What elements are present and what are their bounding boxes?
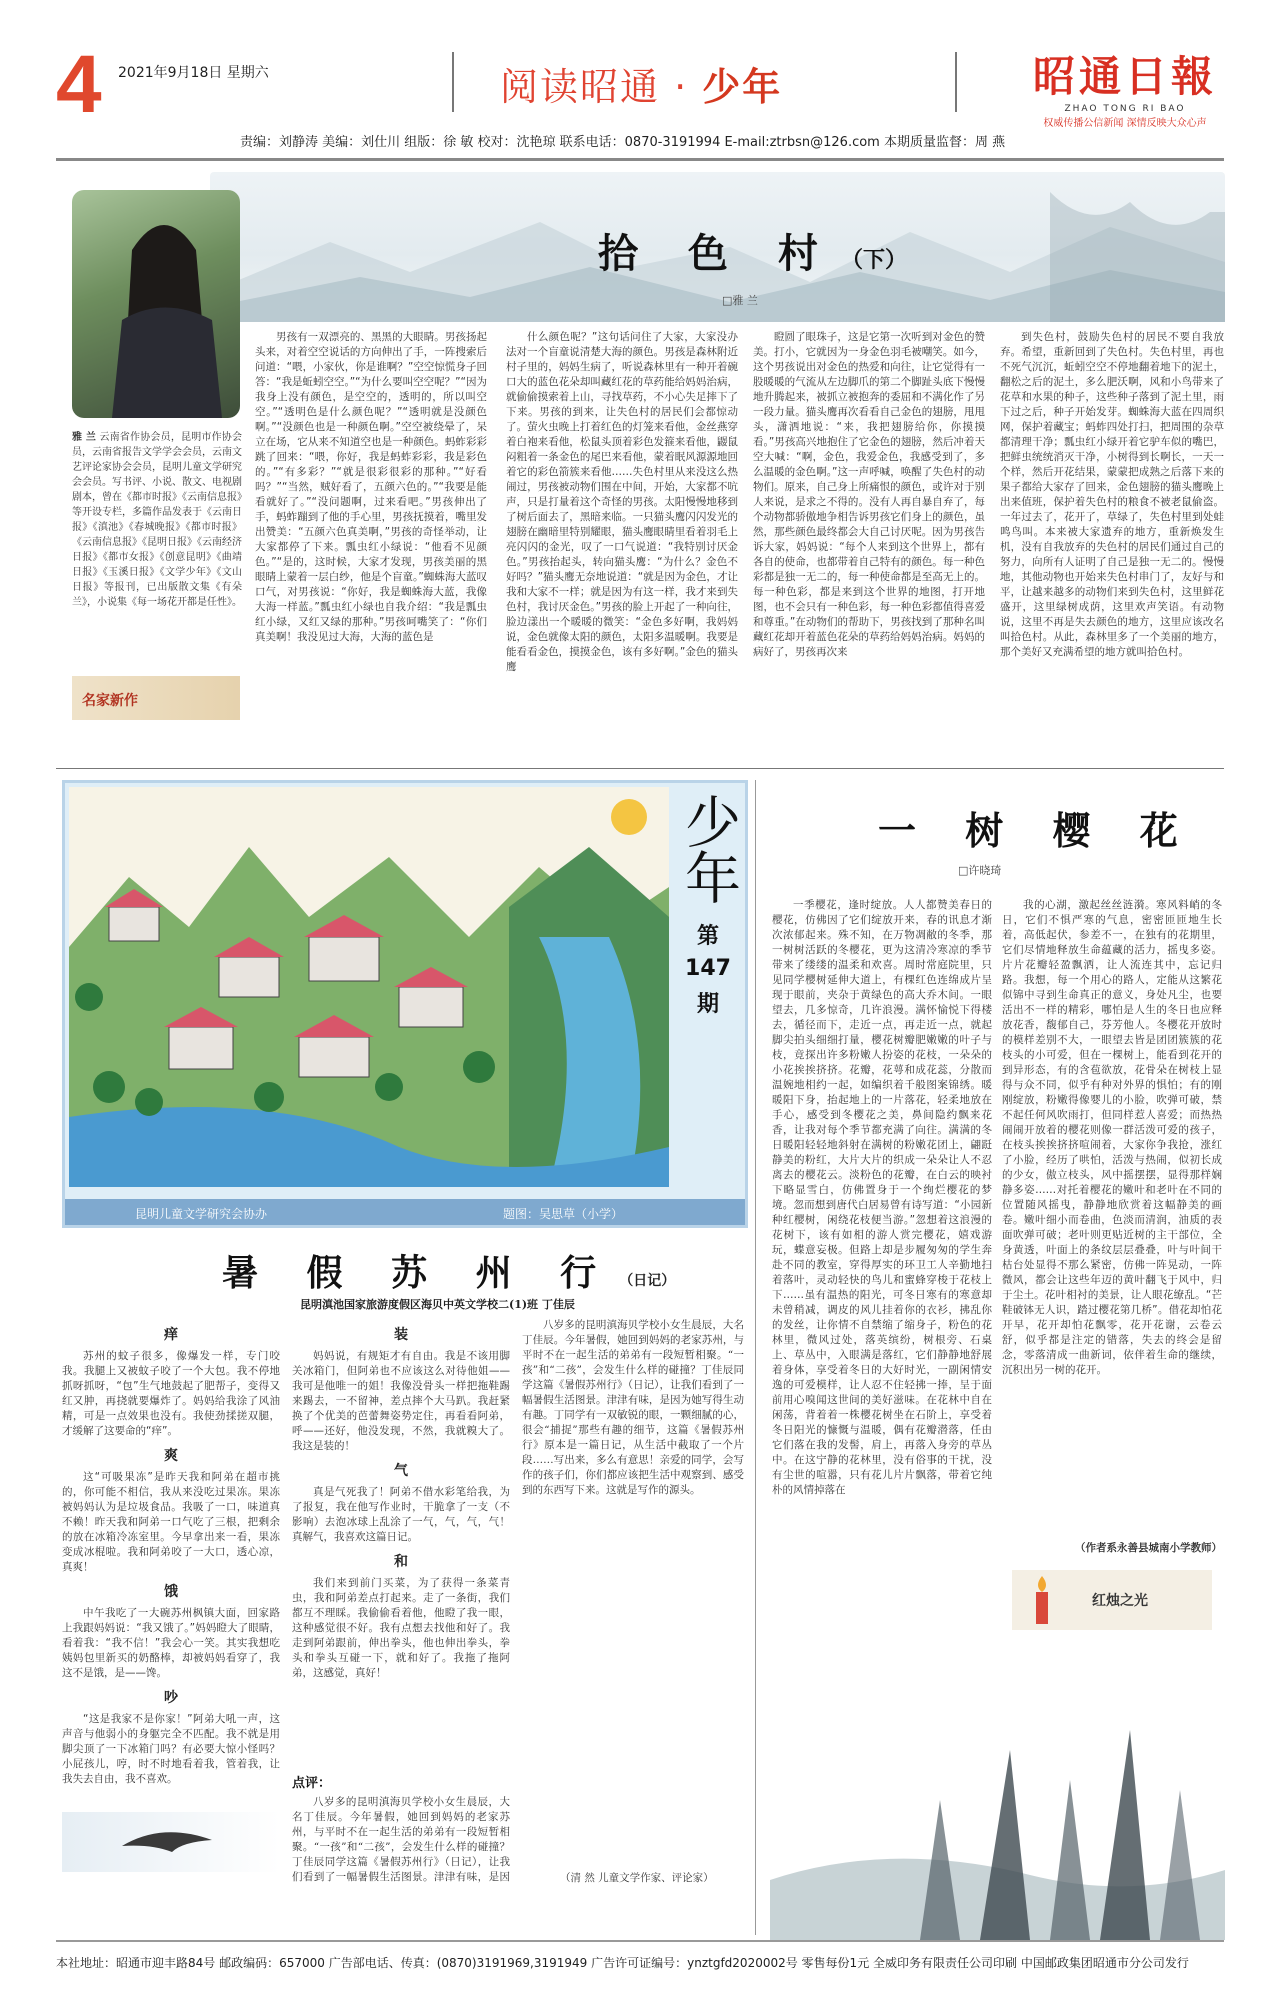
story1-column-2 <box>506 330 738 758</box>
assist-note: 昆明儿童文学研究会协办 <box>135 1207 268 1221</box>
issue-suffix: 期 <box>696 992 719 1017</box>
painting-vertical-title: 少年 <box>676 793 741 905</box>
painting-caption: 题图：吴思草（小学） <box>503 1207 624 1221</box>
author-bio-text: 云南省作协会员，昆明市作协会员，云南省报告文学学会会员，云南文艺评论家协会会员，昆明儿童文学研究会会员。写书评、小说、散文、电视剧剧本，曾在《都市时报》《云南信息报》等开设专栏，多篇作品发表于《云南日报》《滇池》《春城晚报》《都市时报》《云南信息报》《昆明日报》《云南经济日报》《都市女报》《创意昆明》《曲靖日报》《玉溪日报》《文学少年》《文山日报》等报刊，已出版散文集《有朵兰》，小说集《每一场花开都是任性》。 <box>72 432 242 608</box>
issue-date: 2021年9月18日 星期六 <box>118 65 269 81</box>
issue-label: 第 <box>696 924 719 949</box>
paper-slogan: 权威传播公信新闻 深情反映大众心声 <box>1043 118 1207 129</box>
story2-section-text: 中午我吃了一大碗苏州枫镇大面，回家路上我跟妈妈说：“我又饿了。”妈妈瞪大了眼睛，看着我：“我不信！”我会心一笑。其实我想吃姨妈包里新买的奶酪棒，却被妈妈看穿了，我这不是饿，是——馋。 <box>62 1607 280 1679</box>
story1-text-2: 什么颜色呢？”这句话问住了大家，大家没办法对一个盲童说清楚大海的颜色。男孩是森林附近村子里的，妈妈生病了，听说森林里有一种开着碗口大的蓝色花朵却叫藏红花的草药能给妈妈治病，就偷偷摸索着上山，寻找草药，不小心失足摔下了下来。男孩的到来，让失色村的居民们会都惊动了。萤火虫晚上打着红色的灯笼来看他，金丝燕穿着白袍来看他，松鼠头顶着彩色发箍来看他，鼹鼠闷粗着一条金色的尾巴来看他，蒙着眠风源源地回着它的彩色箭簇来看他……失色村里从来没这么热闹过，男孩被动物们围在中间，开始，大家都不吭声，只是打量着这个奇怪的男孩。太阳慢慢地移到了树后面去了，黑暗来临。一只猫头鹰闪闪发光的翅膀在幽暗里特别耀眼，猫头鹰眼睛里看着羽毛上亮闪闪的金光，叹了一口气说道：“我特别讨厌金色。”男孩抬起头，转向猫头鹰：“为什么？金色不好吗？”猫头鹰无奈地说道：“就是因为金色，才让我和大家不一样；就是因为有这一样，我才来到失色村，我讨厌金色。”男孩的脸上开起了一种向往，脸边漾出一个暖暖的微笑：“金色多好啊，我妈妈说，金色就像太阳的颜色，太阳多温暖啊。我要是能看看金色，摸摸金色，该有多好啊。”金色的猫头鹰 <box>506 331 738 673</box>
footer-rule <box>56 1940 1224 1942</box>
page-number: 4 <box>56 39 102 130</box>
story2-column-2 <box>292 1318 510 1768</box>
header-divider <box>452 52 454 112</box>
story2-comment-head <box>292 1772 510 1791</box>
story1-column-4 <box>1000 330 1224 758</box>
author-bio <box>72 430 242 610</box>
story1-text-3: 瞪圆了眼珠子，这是它第一次听到对金色的赞美。打小，它就因为一身金色羽毛被嘲笑。如今，这个男孩说出对金色的热爱和向往，让它觉得有一股暖暖的气流从左边脚爪的第二个脚趾头底下慢慢地升腾起来，被抓立被抱奔的委屈和不满化作了另一段力量。猫头鹰再次看看自己金色的翅膀，甩甩头，潇洒地说：“来，我把翅膀给你，你摸摸看。”男孩高兴地抱住了它金色的翅膀，然后冲着天空大喊：“啊，金色，我爱金色，我感受到了，多么温暖的金色啊。”这一声呼喊，唤醒了失色村的动物们。原来，自己身上所痛恨的颜色，或许对于别人来说，是求之不得的。没有人再自暴自弃了，每个动物都骄傲地争相告诉男孩它们身上的颜色，虽然，那些颜色最终都会大自己讨厌呢。因为男孩告诉大家，妈妈说：“每个人来到这个世界上，都有各自的使命，也都带着自己特有的颜色。每一种色彩都是独一无二的，每一种使命都是至高无上的。每一种色彩，都是来到这个世界的地图，打开地图，也不会只有一种色彩，每一种色彩都值得喜爱和尊重。”在动物们的帮助下，男孩找到了那种名叫藏红花却开着蓝色花朵的草药给妈妈治病。妈妈的病好了，男孩再次来 <box>753 331 985 658</box>
paper-masthead <box>1025 44 1225 129</box>
section-title-main: 阅读昭通 · <box>500 65 703 109</box>
story1-title-suffix: （下） <box>840 248 907 273</box>
candle-badge <box>1012 1570 1212 1630</box>
column-divider <box>755 780 756 1935</box>
child-painting <box>69 787 669 1187</box>
paper-name: 昭通日報 <box>1032 52 1217 101</box>
story2-section-text: 苏州的蚊子很多，像爆发一样，专门咬我。我腿上又被蚊子咬了一个大包。我不停地抓呀抓呀，“包”生气地鼓起了肥帮子，变得又红又肿，再挠就要爆炸了。妈妈给我涂了风油精，可是一点效果也没有。我使劲揉搓双腿，才缓解了这要命的“痒”。 <box>62 1350 280 1437</box>
editor-credits: 责编：刘静涛 美编：刘仕川 组版：徐 敏 校对：沈艳琼 联系电话：0870-3191994 E-mail:ztrbsn@126.com 本期质量监督：周 燕 <box>240 135 1006 150</box>
story2-section-heading: 吵 <box>164 1690 178 1706</box>
section-title-accent: 少年 <box>702 65 783 109</box>
story2-section-text: 我们来到前门买菜，为了获得一条菜青虫，我和阿弟差点打起来。走了一条街，我们都互不理睬。我偷偷看着他，他瞪了我一眼，这种感觉很不好。我有点想去找他和好了。我走到阿弟跟前，伸出拳头，他也伸出拳头，拳头和拳头互碰一下，就和好了。我拖了拖阿弟，这感觉，真好！ <box>292 1577 510 1679</box>
story3-author-note: （作者系永善县城南小学教师） <box>1075 1542 1222 1554</box>
comment-author: （清 然 儿童文学作家、评论家） <box>560 1872 714 1884</box>
story2-column-1 <box>62 1318 280 1798</box>
header-divider <box>955 52 957 112</box>
reed-illustration <box>770 1640 1225 1940</box>
candle-badge-label: 红烛之光 <box>1092 1593 1148 1609</box>
story2-section-heading: 气 <box>394 1463 408 1479</box>
story2-section-heading: 装 <box>394 1327 408 1343</box>
story2-title: 暑 假 苏 州 行 <box>222 1252 615 1294</box>
story1-text-1: 男孩有一双漂亮的、黑黑的大眼睛。男孩扬起头来，对着空空说话的方向伸出了手，一阵搜索后问道：“喂，小家伙，你是谁啊？”空空惊慌身子回答：“我是蚯蚓空空。”“为什么要叫空空呢？”“因为我身上没有颜色，是空空的，透明的，所以叫空空。”“透明色是什么颜色呢？”“透明就是没颜色啊。”“没颜色也是一种颜色啊。”空空被绕晕了，呆立在场，它从来不知道空也是一种颜色。蚂蚱彩彩跳了回来：“喂，你好，我是蚂蚱彩彩，我是彩色的。”“有多彩？”“就是很彩很彩的那种。”“好看吗？”“当然，贼好看了，五颜六色的。”“我要是能看就好了。”“没问题啊，过来看吧。”男孩伸出了手，蚂蚱蹦到了他的手心里，男孩抚摸着，嘴里发出赞美：“五颜六色真美啊，”男孩的奇怪举动，让大家都停了下来。瓢虫红小绿说：“他看不见颜色。”“是的，这时候，大家才发现，男孩美丽的黑眼睛上蒙着一层白纱，他是个盲童。”蜘蛛海大蓝叹口气，对男孩说：“你好，我是蜘蛛海大蓝，我像大海一样蓝。”瓢虫红小绿也自我介绍：“我是瓢虫红小绿，又红又绿的那种。”男孩呵嘴笑了：“你们真美啊！我没见过大海，大海的蓝色是 <box>255 331 487 643</box>
eagle-icon <box>62 1812 280 1872</box>
section-title <box>500 56 782 111</box>
story3-column-2 <box>1002 898 1222 1538</box>
badge-box <box>72 676 240 720</box>
story2-tag: （日记） <box>619 1273 676 1289</box>
paper-pinyin: ZHAO TONG RI BAO <box>1064 104 1186 114</box>
story2-section-text: 妈妈说，有规矩才有自由。我是不该用脚关冰箱门，但阿弟也不应该这么对待他姐——我可是他唯一的姐！我像没骨头一样把拖鞋踢来踢去，一不留神，差点摔个大马趴。我赶紧换了个优美的芭蕾舞姿势定住，再看看阿弟，呼——还好，他没发现，不然，我就糗大了。我这是装的！ <box>292 1350 510 1452</box>
story2-section-heading: 痒 <box>164 1327 178 1343</box>
story2-comment-lead <box>292 1795 510 1885</box>
story1-title: 拾 色 村 <box>598 230 836 277</box>
comment-text-lead: 八岁多的昆明滇海贝学校小女生晨辰，大名丁佳辰。今年暑假，她回到妈妈的老家苏州，与平时不在一起生活的弟弟有一段短暂相聚。“一孩”和“二孩”，会发生什么样的碰撞？丁佳辰同学这篇《暑假苏州行》（日记），让我们看到了一幅暑假生活图景。津津有味，是因 <box>292 1796 510 1883</box>
reed-painting <box>770 1640 1225 1940</box>
story3-byline: □许晓琦 <box>958 864 1002 877</box>
story2-column-3 <box>522 1318 744 1858</box>
header-rule <box>56 158 1224 161</box>
story1-text-4: 到失色村，鼓励失色村的居民不要自我放弃。希望，重新回到了失色村。失色村里，再也不死气沉沉，蚯蚓空空不停地翻着地下的泥土，翻松之后的泥土，多么肥沃啊，风和小鸟带来了花草和水果的种子，这些种子落到了泥土里，雨下过之后，种子开始发芽。蜘蛛海大蓝在四周织网，保护着藏宝；蚂蚱四处打扫，把周围的杂草都清理干净；瓢虫红小绿开着它驴车似的嘴巴，把鲜虫统统消灭干净，小树得到长啊长，一天一个样，然后开花结果，蒙蒙把成熟之后落下来的果子都给大家存了回来，金色翅膀的猫头鹰晚上出来值班，保护着失色村的粮食不被老鼠偷盗。一年过去了，花开了，草绿了，失色村里到处蛙鸣鸟叫。本来被大家遗弃的地方，重新焕发生机，没有自我放弃的失色村的居民们通过自己的努力，向所有人证明了自己是独一无二的。慢慢地，其他动物也开始来失色村串门了，友好与和平，让越来越多的动物们来到失色村，这里鲜花盛开，这里绿树成荫，这里欢声笑语。有动物说，这里不再是失去颜色的地方，这里应该改名叫拾色村。从此，森林里多了一个美丽的地方，那个美好又充满希望的地方就叫拾色村。 <box>1000 331 1224 658</box>
candle-icon <box>1012 1570 1072 1630</box>
eagle-banner <box>62 1812 280 1872</box>
footer-info: 本社地址：昭通市迎丰路84号 邮政编码：657000 广告部电话、传真：(0870)3191969,3191949 广告许可证编号：ynztgfd2020002号 零售每份1元 全威印务有限责任公司印刷 中国邮政集团昭通市分公司发行 <box>56 1956 1189 1970</box>
painting-frame <box>62 780 748 1228</box>
badge-label: 名家新作 <box>82 693 138 709</box>
story1-byline: □雅 兰 <box>722 294 758 307</box>
story1-title-block <box>598 222 907 279</box>
story2-section-heading: 爽 <box>164 1448 178 1464</box>
story3-title: 一 树 樱 花 <box>878 808 1196 853</box>
story2-section-text: 这“可吸果冻”是昨天我和阿弟在超市挑的，你可能不相信，我从来没吃过果冻。果冻被妈妈认为是垃圾食品。我吸了一口，味道真不赖！昨天我和阿弟一口气吃了三根，把剩余的放在冰箱冷冻室里。今早拿出来一看，果冻变成冰棍啦。我和阿弟咬了一大口，透心凉，真爽！ <box>62 1471 280 1573</box>
story2-section-text: 真是气死我了！阿弟不借水彩笔给我，为了报复，我在他写作业时，干脆拿了一支（不影响）去泡冰球上乱涂了一气，气，气，气！真解气，我喜欢这篇日记。 <box>292 1486 510 1543</box>
story1-column-3 <box>753 330 985 758</box>
story1-column-1 <box>255 330 487 758</box>
story3-text-1: 一季樱花，逢时绽放。人人都赞美春日的樱花，仿佛因了它们绽放开来，春的讯息才渐次浓郁起来。殊不知，在万物凋敝的冬季，那一树树活跃的冬樱花，更为这清冷寒凉的季节带来了缕缕的温柔和欢喜。周时常庭院里，只见同学樱树延伸大道上，有棵红色连绵成片呈现于眼前，夹杂于黄绿色的高大乔木间。一眼望去，几多惊奇，几许浪漫。满怀愉悦下得楼去，循径而下，走近一点，再走近一点，就起脚尖拍头细细打量，樱花树瓣肥嫩嫩的叶子与枝，竟探出许多粉嫩人扮姿的花枝，一朵朵的小花挨挨挤挤。花瓣，花萼和成花蕊，分散而温婉地相约一起，如编织着千般图案锦绣。暖暖阳下身，抬起地上的一片落花，轻柔地放在手心，感受到冬樱花之美，鼻间隐约飘来花香，让我对每个季节都充满了向往。满满的冬日暖阳轻轻地斜射在满树的粉嫩花团上，翩跹静美的粉红，大片大片的织成一朵朵让人不忍离去的樱花云。淡粉色的花瓣，在白云的映衬下略显雪白，仿佛置身于一个绚烂樱花的梦境。忽而想到唐代白居易曾有诗写道：“小园新种红樱树，闲绕花枝便当游。”忽想着这浪漫的花树下，该有如相的游人赏完樱花，嬉戏游玩，蝶意妄极。但路上却是步履匆匆的学生奔赴不同的教室，穿得厚实的环卫工人辛勤地扫着落叶，灵动轻快的鸟儿和蜜蜂穿梭于花枝上下……虽有温热的阳光，可冬日寒有的寒意却未曾稍减，调皮的风儿挂着你的衣衫，拂乱你的发丝，让你情不自禁缩了缩身子，粉色的花林里，微风过处，落英缤纷，树根旁、石桌上、草丛中，入眼满是落红，它们静静地舒展着身体，享受着冬日的大好时光，一副闲情安逸的可爱模样，让人忍不住轻拂一捧，呈于面前用心嗅闻这世间的美好滋味。在花林中自在闲荡，背着着一株樱花树坐在石阶上，享受着冬日阳光的慷慨与温暖，偶有花瓣潜落，任由它们落在我的发髻，肩上，再落入身旁的草丛中。在这宁静的花林里，没有俗事的干扰，没有尘世的喧嚣，只有花儿片片飘落，带着它纯朴的风情掉落在 <box>772 899 992 1496</box>
painting-caption-bar <box>65 1199 745 1225</box>
author-photo <box>72 190 240 418</box>
story2-section-text: “这是我家不是你家！”阿弟大吼一声，这声音与他弱小的身躯完全不匹配。我不就是用脚尖顶了一下冰箱门吗？有必要大惊小怪吗？小屁孩儿，哼，时不时地看着我，管着我，让我失去自由，我不喜欢。 <box>62 1713 280 1785</box>
story2-section-heading: 和 <box>394 1554 408 1570</box>
painting-side-panel <box>675 793 741 1018</box>
author-bio-name: 雅 兰 <box>72 432 97 443</box>
story2-byline: 昆明滇池国家旅游度假区海贝中英文学校二(1)班 丁佳辰 <box>300 1298 575 1311</box>
story3-column-1 <box>772 898 992 1568</box>
section-rule <box>56 768 1224 769</box>
author-portrait-image <box>72 190 240 418</box>
issue-number: 147 <box>685 956 731 981</box>
comment-label: 点评： <box>292 1776 332 1791</box>
story3-text-2: 我的心湖，激起丝丝涟漪。寒风料峭的冬日，它们不惧严寒的气息，密密匝匝地生长着，高低起伏，参差不一，在独有的花期里，它们尽情地释放生命蕴藏的活力，摇曳多姿。片片花瓣轻盈飘洒，让人流连其中，忘记归路。我想，每一个用心的路人，定能从这繁花似锦中寻到生命真正的意义，身处凡尘，也要活出不一样的精彩，哪怕是人生的冬日也应释放花香，馥郁自己，芬芳他人。冬樱花开放时的模样差别不大，一眼望去皆是团团簇簇的花枝头的小可爱，但在一棵树上，能看到花开的到异形态，有的含苞欲放，花骨朵在树枝上显得与众不同，似乎有种对外界的惧怕；有的刚刚绽放，粉嫩得像婴儿的小脸，吹弹可破，禁不起任何风吹雨打，但同样惹人喜爱；而热热闹闹开放着的樱花则像一群活泼可爱的孩子，在枝头挨挨挤挤喧闹着，大家你争我抢，涨红了小脸，经历了哄怕，活泼与热闹，似初长成的少女，傲立枝头，风中摇摆摆，显得那样娴静多姿……对托着樱花的嫩叶和老叶在不同的位置随风摇曳，静静地欣赏着这幅静美的画卷。嫩叶细小而卷曲，色淡而清润，油质的表面吹弹可破；老叶则更贴近树的主干部位，全身黄透，叶面上的条纹层层叠叠，叶与叶间干枯台处显得不那么紧密，仿佛一阵晃动，一阵微风，都会让这些年迈的黄叶翻飞于风中，归于尘土。花叶相衬的美景，让人眼花缭乱。“芒鞋破钵无人识，踏过樱花第几桥”。借花却怕花开早，花开却怕花飘零，花开花谢，云卷云舒，似乎都是注定的错落，失去的终会是留念，零落清成一曲新词，依伴着生命的继续，沉积出另一树的花开。 <box>1002 899 1222 1376</box>
story2-title-block <box>222 1245 675 1296</box>
story2-section-heading: 饿 <box>164 1584 178 1600</box>
comment-text: 八岁多的昆明滇海贝学校小女生晨辰，大名丁佳辰。今年暑假，她回到妈妈的老家苏州，与平时不在一起生活的弟弟有一段短暂相聚。“一孩”和“二孩”，会发生什么样的碰撞？丁佳辰同学这篇《暑假苏州行》（日记），让我们看到了一幅暑假生活图景。津津有味，是因为她写得生动有趣。丁同学有一双敏锐的眼，一颗细腻的心，很会“捕捉”那些有趣的细节，这篇《暑假苏州行》原本是一篇日记，从生活中截取了一个片段……写出来，多么有意思！亲爱的同学，会写作的孩子们，你们都应该把生活中观察到、感受到的东西写下来。这就是写作的源头。 <box>522 1319 744 1496</box>
